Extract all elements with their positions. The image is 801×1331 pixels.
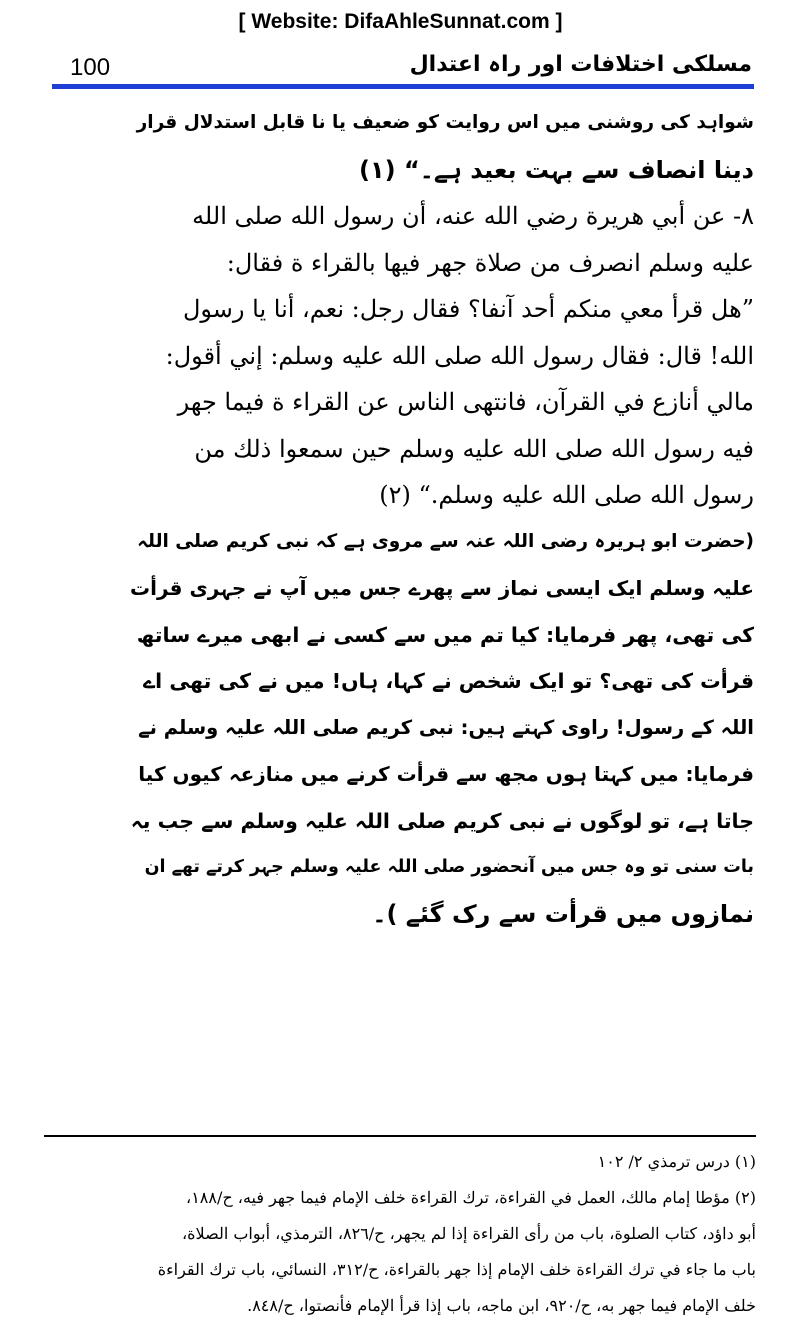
footnote-line: باب ما جاء في ترك القراءة خلف الإمام إذا جهر بالقراءة، ح/٣١٢، النسائي، باب ترك القراءة bbox=[157, 1260, 756, 1279]
urdu-translation-line: جاتا ہے، تو لوگوں نے نبی کریم صلی اللہ علیہ وسلم سے جب یہ bbox=[130, 808, 754, 833]
arabic-hadith-line: الله! قال: فقال رسول الله صلى الله عليه وسلم: إني أقول: bbox=[165, 341, 754, 370]
footnote-line: أبو داؤد، كتاب الصلوة، باب من رأى القراءة إذا لم يجهر، ح/٨٢٦، الترمذي، أبواب الصلاة، bbox=[181, 1224, 756, 1243]
main-text bbox=[130, 100, 754, 937]
page-number: 100 bbox=[70, 54, 111, 81]
text-line: شواہد کی روشنی میں اس روایت کو ضعیف یا نا قابل استدلال قرار bbox=[136, 112, 754, 133]
footnote-line: خلف الإمام فيما جهر به، ح/٩٢٠، ابن ماجه، باب إذا قرأ الإمام فأنصتوا، ح/٨٤٨. bbox=[247, 1296, 756, 1315]
running-title: مسلکی اختلافات اور راہ اعتدال bbox=[409, 52, 752, 77]
urdu-translation-line: اللہ کے رسول! راوی کہتے ہیں: نبی کریم صلی اللہ علیہ وسلم نے bbox=[138, 715, 754, 739]
urdu-translation-line: علیہ وسلم ایک ایسی نماز سے پھرے جس میں آپ نے جہری قرأت bbox=[130, 576, 754, 600]
urdu-translation-line: بات سنی تو وہ جس میں آنحضور صلی اللہ علیہ وسلم جہر کرتے تھے ان bbox=[144, 857, 754, 877]
arabic-hadith-line: مالي أنازع في القرآن، فانتهى الناس عن القراء ة فيما جهر bbox=[177, 388, 754, 416]
arabic-hadith-line: رسول الله صلى الله عليه وسلم.“ (٢) bbox=[379, 481, 754, 509]
header-rule bbox=[52, 84, 754, 89]
urdu-translation-line: (حضرت ابو ہریرہ رضی اللہ عنہ سے مروی ہے کہ نبی کریم صلی اللہ bbox=[137, 530, 754, 552]
arabic-hadith-line: ٨- عن أبي هريرة رضي الله عنه، أن رسول الله صلى الله bbox=[192, 202, 754, 230]
footnote-separator bbox=[44, 1135, 756, 1137]
urdu-translation-line: قرأت کی تھی؟ تو ایک شخص نے کہا، ہاں! میں نے کی تھی اے bbox=[143, 669, 754, 693]
arabic-hadith-line: فيه رسول الله صلى الله عليه وسلم حين سمعوا ذلك من bbox=[194, 434, 754, 463]
arabic-hadith-line: ”هل قرأ معي منكم أحد آنفا؟ فقال رجل: نعم، أنا يا رسول bbox=[182, 295, 754, 323]
page-header bbox=[52, 52, 752, 86]
urdu-translation-line: کی تھی، پھر فرمایا: کیا تم میں سے کسی نے ابھی میرے ساتھ bbox=[136, 622, 754, 647]
footnote-line: (١) درس ترمذي ٢/ ١٠٢ bbox=[597, 1152, 756, 1171]
urdu-translation-line: فرمایا: میں کہتا ہوں مجھ سے قرأت کرنے میں منازعہ کیوں کیا bbox=[138, 762, 754, 786]
footnote-line: (٢) مؤطا إمام مالك، العمل في القراءة، ترك القراءة خلف الإمام فيما جهر فيه، ح/١٨٨، bbox=[186, 1188, 756, 1207]
footnotes bbox=[40, 1144, 756, 1324]
website-banner: [ Website: DifaAhleSunnat.com ] bbox=[238, 10, 563, 33]
arabic-hadith-line: عليه وسلم انصرف من صلاة جهر فيها بالقراء ة فقال: bbox=[226, 248, 754, 277]
urdu-translation-line: نمازوں میں قرأت سے رک گئے )۔ bbox=[372, 899, 754, 928]
text-line: دینا انصاف سے بہت بعید ہے۔“ (۱) bbox=[359, 155, 754, 184]
